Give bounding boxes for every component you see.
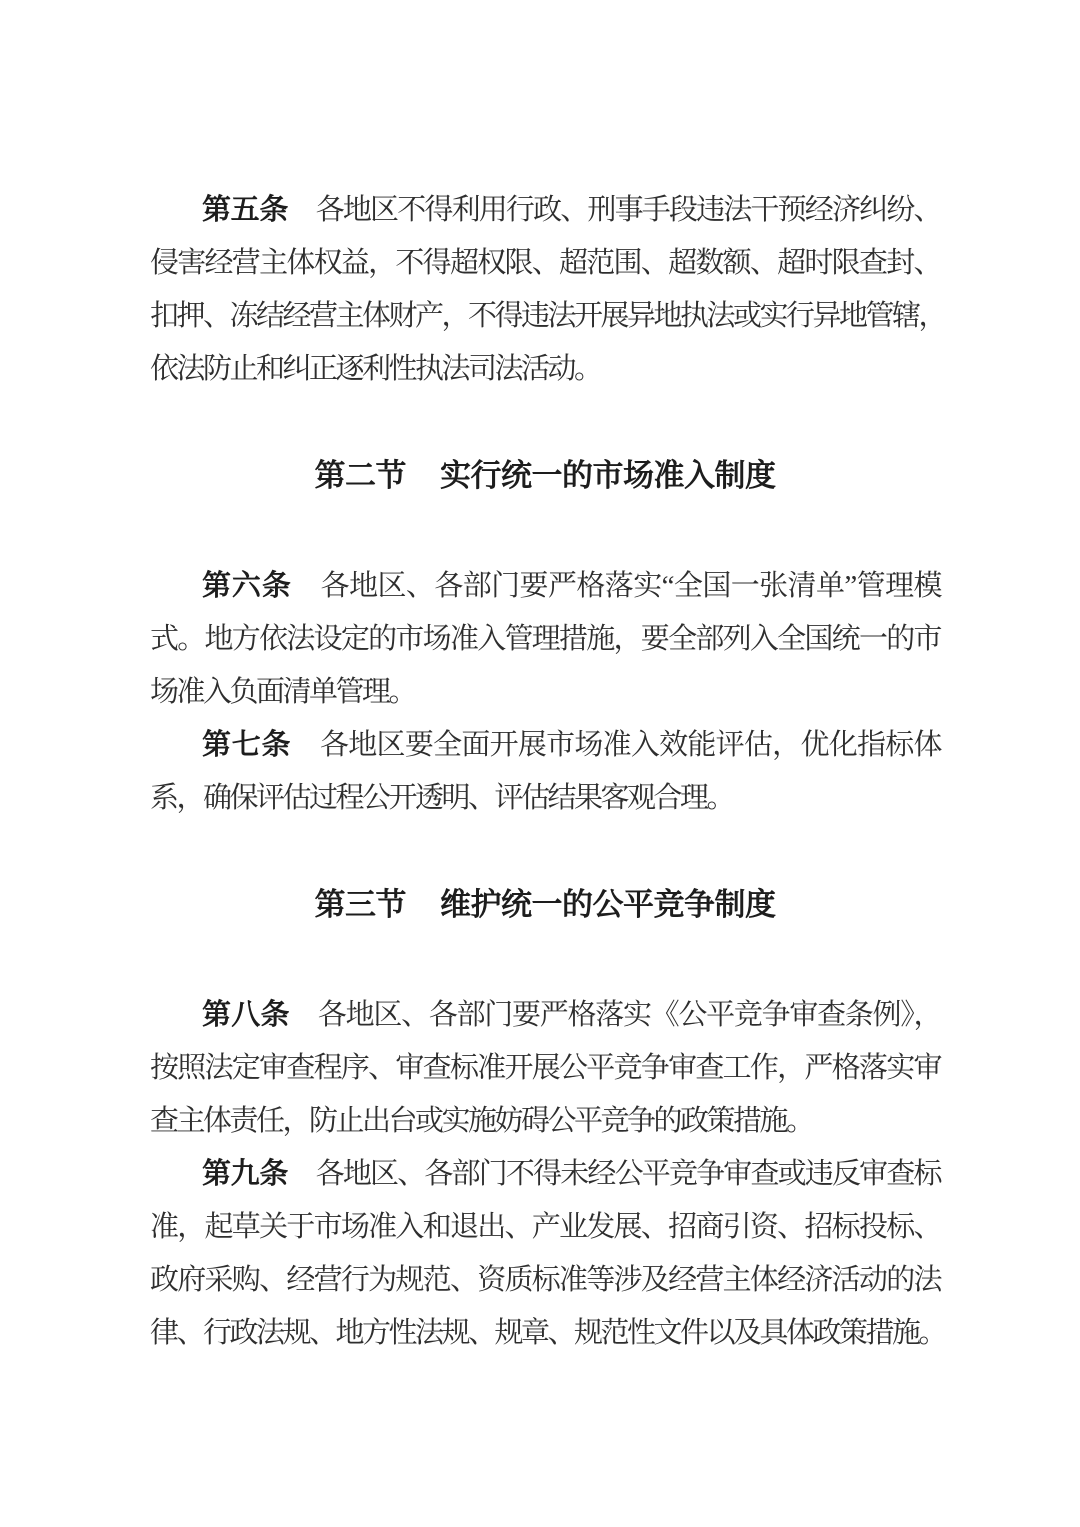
text-line — [150, 989, 940, 1042]
article-7 — [150, 719, 940, 825]
article-8-text: 各地区、各部门要严格落实《公平竞争审查条例》， — [316, 999, 940, 1031]
article-8 — [150, 989, 940, 1148]
section-3-number: 第三节 — [314, 887, 406, 922]
document-page — [150, 184, 946, 1360]
article-6 — [150, 560, 940, 719]
section-2-number: 第二节 — [314, 458, 406, 493]
article-5-text: 各地区不得利用行政、刑事手段违法干预经济纠纷、 — [315, 194, 940, 226]
section-2-heading — [150, 449, 940, 502]
article-9-text: 各地区、各部门不得未经公平竞争审查或违反审查标 — [315, 1158, 940, 1190]
text-line: 系，确保评估过程公开透明、评估结果客观合理。 — [150, 782, 734, 814]
text-line: 政府采购、经营行为规范、资质标准等涉及经营主体经济活动的法 — [150, 1264, 940, 1296]
section-3-heading — [150, 878, 940, 931]
text-line: 准，起草关于市场准入和退出、产业发展、招商引资、招标投标、 — [150, 1211, 940, 1243]
article-9-number: 第九条 — [202, 1158, 289, 1190]
text-line: 侵害经营主体权益，不得超权限、超范围、超数额、超时限查封、 — [150, 247, 940, 279]
section-2-title: 实行统一的市场准入制度 — [440, 458, 776, 493]
article-6-number: 第六条 — [202, 570, 292, 602]
article-6-text: 各地区、各部门要严格落实“全国一张清单”管理模 — [318, 570, 940, 602]
article-5-number: 第五条 — [202, 194, 289, 226]
text-line — [150, 1148, 940, 1201]
text-line — [150, 560, 940, 613]
text-line — [150, 184, 940, 237]
text-line: 扣押、冻结经营主体财产，不得违法开展异地执法或实行异地管辖， — [150, 300, 946, 332]
article-9 — [150, 1148, 946, 1360]
text-line: 查主体责任，防止出台或实施妨碍公平竞争的政策措施。 — [150, 1105, 813, 1137]
article-7-number: 第七条 — [202, 729, 292, 761]
article-8-number: 第八条 — [202, 999, 290, 1031]
text-line: 律、行政法规、地方性法规、规章、规范性文件以及具体政策措施。 — [150, 1317, 946, 1349]
article-7-text: 各地区要全面开展市场准入效能评估，优化指标体 — [318, 729, 940, 761]
text-line: 按照法定审查程序、审查标准开展公平竞争审查工作，严格落实审 — [150, 1052, 940, 1084]
text-line — [150, 719, 940, 772]
article-5 — [150, 184, 946, 396]
text-line: 场准入负面清单管理。 — [150, 676, 416, 708]
text-line: 依法防止和纠正逐利性执法司法活动。 — [150, 353, 601, 385]
text-line: 式。地方依法设定的市场准入管理措施，要全部列入全国统一的市 — [150, 623, 940, 655]
section-3-title: 维护统一的公平竞争制度 — [440, 887, 776, 922]
